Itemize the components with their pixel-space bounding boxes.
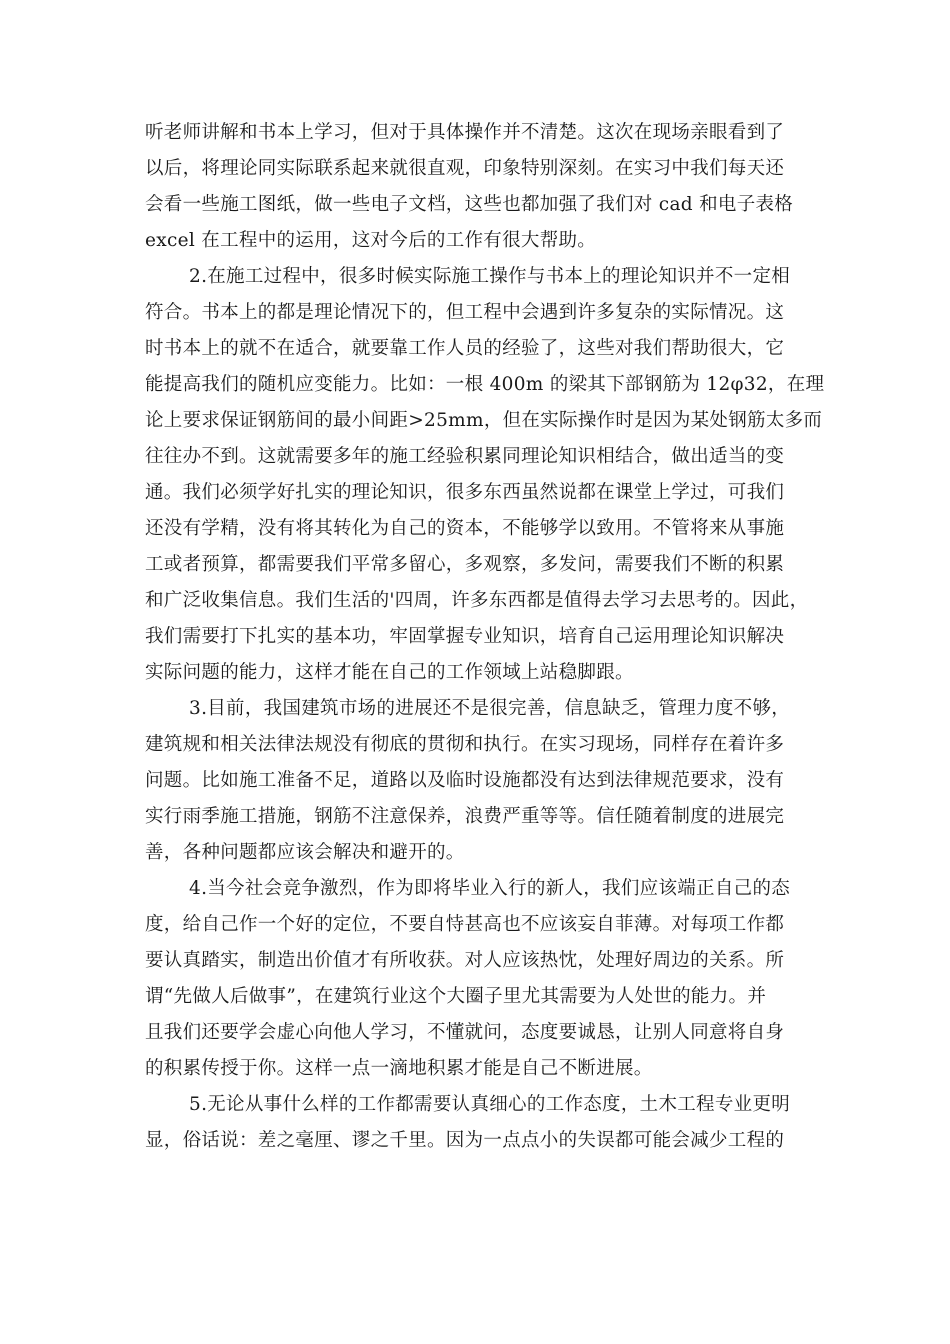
- text-line: 论上要求保证钢筋间的最小间距>25mm，但在实际操作时是因为某处钢筋太多而: [145, 410, 823, 431]
- text-line: 还没有学精，没有将其转化为自己的资本，不能够学以致用。不管将来从事施: [145, 518, 785, 539]
- text-line: 问题。比如施工准备不足，道路以及临时设施都没有达到法律规范要求，没有: [145, 770, 785, 791]
- text-line: 显，俗话说：差之毫厘、谬之千里。因为一点点小的失误都可能会减少工程的: [145, 1130, 785, 1151]
- document-body: [145, 115, 825, 1159]
- text-line: 2.在施工过程中，很多时候实际施工操作与书本上的理论知识并不一定相: [189, 266, 791, 287]
- text-line: 工或者预算，都需要我们平常多留心，多观察，多发问，需要我们不断的积累: [145, 554, 785, 575]
- text-line: 谓“先做人后做事”，在建筑行业这个大圈子里尤其需要为人处世的能力。并: [145, 986, 767, 1007]
- text-line: 听老师讲解和书本上学习，但对于具体操作并不清楚。这次在现场亲眼看到了: [145, 122, 785, 143]
- text-line: excel 在工程中的运用，这对今后的工作有很大帮助。: [145, 230, 597, 251]
- text-line: 会看一些施工图纸，做一些电子文档，这些也都加强了我们对 cad 和电子表格: [145, 194, 794, 215]
- text-line: 5.无论从事什么样的工作都需要认真细心的工作态度，土木工程专业更明: [189, 1094, 791, 1115]
- paragraph-1: [145, 115, 817, 259]
- text-line: 符合。书本上的都是理论情况下的，但工程中会遇到许多复杂的实际情况。这: [145, 302, 785, 323]
- text-line: 建筑规和相关法律法规没有彻底的贯彻和执行。在实习现场，同样存在着许多: [145, 734, 785, 755]
- text-line: 度，给自己作一个好的定位，不要自恃甚高也不应该妄自菲薄。对每项工作都: [145, 914, 785, 935]
- text-line: 和广泛收集信息。我们生活的'四周，许多东西都是值得去学习去思考的。因此，: [145, 590, 809, 611]
- text-line: 3.目前，我国建筑市场的进展还不是很完善，信息缺乏，管理力度不够，: [189, 698, 791, 719]
- text-line: 实行雨季施工措施，钢筋不注意保养，浪费严重等等。信任随着制度的进展完: [145, 806, 785, 827]
- paragraph-5: [145, 1087, 817, 1159]
- text-line: 善，各种问题都应该会解决和避开的。: [145, 842, 465, 863]
- text-line: 时书本上的就不在适合，就要靠工作人员的经验了，这些对我们帮助很大，它: [145, 338, 785, 359]
- paragraph-3: [145, 691, 817, 871]
- text-line: 以后，将理论同实际联系起来就很直观，印象特别深刻。在实习中我们每天还: [145, 158, 785, 179]
- text-line: 且我们还要学会虚心向他人学习，不懂就问，态度要诚恳，让别人同意将自身: [145, 1022, 785, 1043]
- text-line: 通。我们必须学好扎实的理论知识，很多东西虽然说都在课堂上学过，可我们: [145, 482, 785, 503]
- text-line: 往往办不到。这就需要多年的施工经验积累同理论知识相结合，做出适当的变: [145, 446, 785, 467]
- text-line: 的积累传授于你。这样一点一滴地积累才能是自己不断进展。: [145, 1058, 653, 1079]
- paragraph-4: [145, 871, 817, 1087]
- paragraph-2: [145, 259, 825, 691]
- text-line: 我们需要打下扎实的基本功，牢固掌握专业知识，培育自己运用理论知识解决: [145, 626, 785, 647]
- text-line: 要认真踏实，制造出价值才有所收获。对人应该热忱，处理好周边的关系。所: [145, 950, 785, 971]
- text-line: 实际问题的能力，这样才能在自己的工作领域上站稳脚跟。: [145, 662, 634, 683]
- text-line: 4.当今社会竞争激烈，作为即将毕业入行的新人，我们应该端正自己的态: [189, 878, 791, 899]
- text-line: 能提高我们的随机应变能力。比如：一根 400m 的梁其下部钢筋为 12φ32，在理: [145, 374, 825, 395]
